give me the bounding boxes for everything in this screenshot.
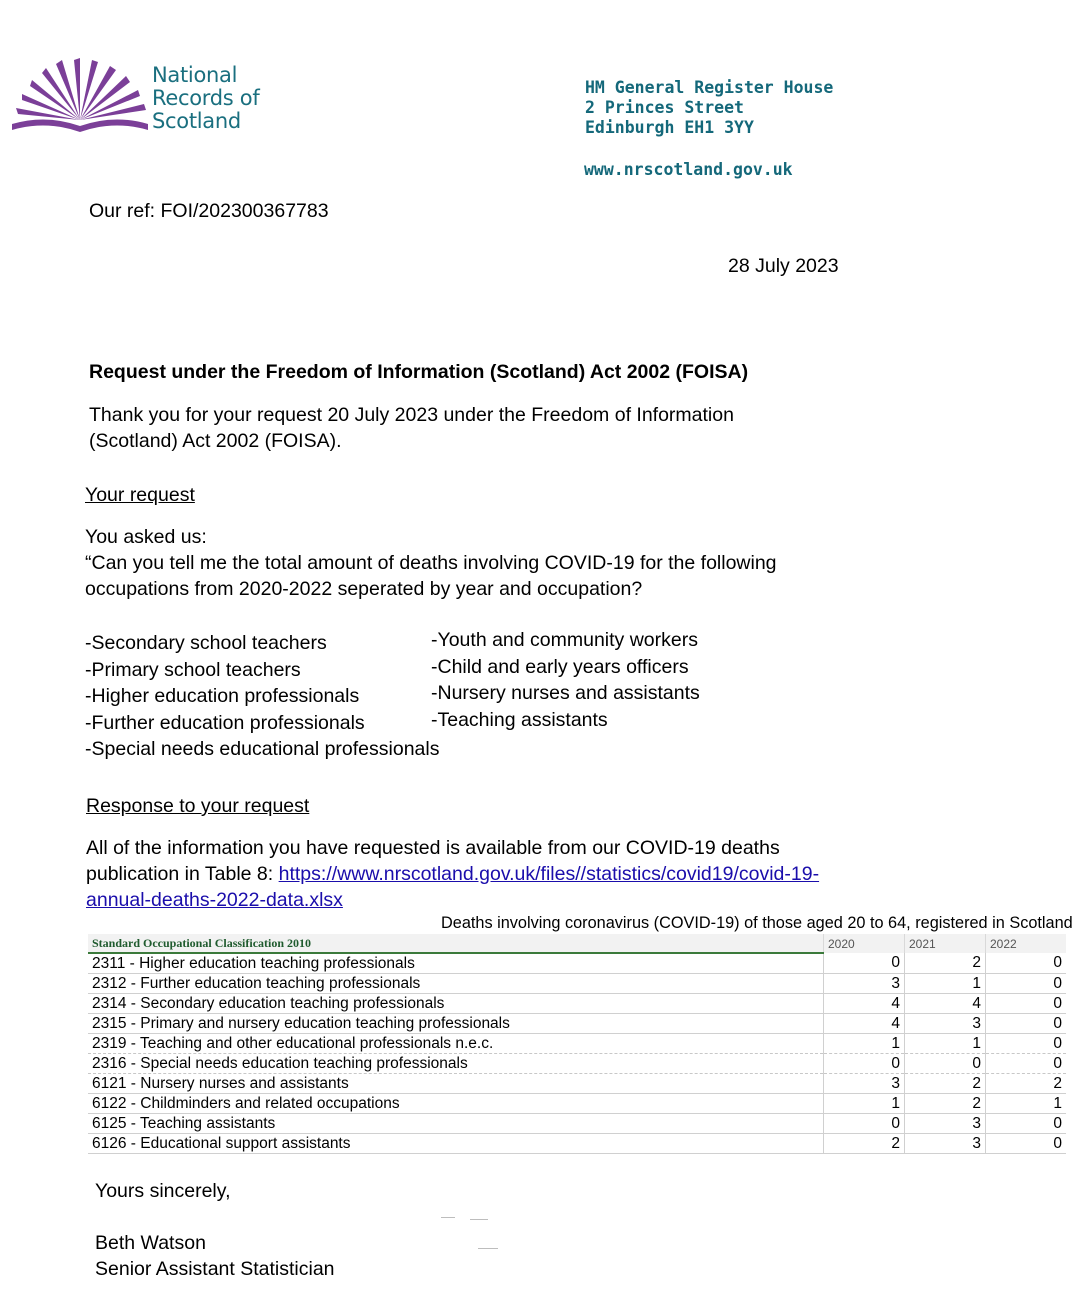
- table-title: Deaths involving coronavirus (COVID-19) of those aged 20 to 64, registered in Scotland: [441, 914, 1073, 932]
- value-cell: 3: [905, 1014, 986, 1034]
- value-cell: 0: [986, 1134, 1067, 1154]
- occupation-list-left: [85, 630, 439, 763]
- list-item: -Primary school teachers: [85, 658, 301, 681]
- occupation-cell: 6126 - Educational support assistants: [88, 1134, 824, 1154]
- occupation-cell: 2319 - Teaching and other educational professionals n.e.c.: [88, 1034, 824, 1054]
- year-column-header: 2020: [824, 934, 905, 953]
- value-cell: 2: [824, 1134, 905, 1154]
- asked-line: You asked us:: [85, 526, 207, 548]
- value-cell: 3: [824, 1074, 905, 1094]
- your-request-heading: Your request: [85, 484, 195, 506]
- list-item: -Youth and community workers: [431, 629, 698, 651]
- value-cell: 0: [905, 1054, 986, 1074]
- list-item: -Higher education professionals: [85, 685, 360, 707]
- org-name: [152, 64, 292, 133]
- list-item: -Teaching assistants: [431, 708, 608, 731]
- occupation-list-right: [431, 627, 700, 733]
- table-row: [88, 1094, 1066, 1114]
- value-cell: 0: [986, 953, 1067, 974]
- table-row: [88, 1014, 1066, 1034]
- value-cell: 1: [824, 1094, 905, 1114]
- address-line: 2 Princes Street: [585, 98, 744, 117]
- data-file-link[interactable]: https://www.nrscotland.gov.uk/files//statistics/covid19/covid-19-annual-deaths-2022-data.xlsx: [86, 863, 820, 911]
- org-name-line: Records of: [152, 86, 260, 110]
- signer-title: Senior Assistant Statistician: [95, 1258, 335, 1280]
- value-cell: 4: [905, 994, 986, 1014]
- value-cell: 0: [986, 994, 1067, 1014]
- occupation-cell: 6125 - Teaching assistants: [88, 1114, 824, 1134]
- value-cell: 2: [905, 953, 986, 974]
- value-cell: 0: [986, 1034, 1067, 1054]
- value-cell: 1: [905, 1034, 986, 1054]
- list-item: -Child and early years officers: [431, 655, 689, 678]
- signer-name: Beth Watson: [95, 1232, 206, 1254]
- closing-text: Yours sincerely,: [95, 1180, 231, 1202]
- value-cell: 1: [824, 1034, 905, 1054]
- website-text: www.nrscotland.gov.uk: [584, 160, 793, 179]
- occupation-cell: 2312 - Further education teaching professionals: [88, 974, 824, 994]
- table-row: [88, 1054, 1066, 1074]
- year-column-header: 2021: [905, 934, 986, 953]
- value-cell: 0: [824, 1054, 905, 1074]
- value-cell: 0: [986, 1054, 1067, 1074]
- value-cell: 0: [986, 1014, 1067, 1034]
- list-item: -Nursery nurses and assistants: [431, 682, 700, 704]
- response-paragraph: [86, 835, 846, 913]
- table-row: [88, 1114, 1066, 1134]
- intro-paragraph: Thank you for your request 20 July 2023 under the Freedom of Information (Scotland) Act 2002 (FOISA).: [89, 404, 734, 452]
- value-cell: 1: [905, 974, 986, 994]
- table-row: [88, 994, 1066, 1014]
- table-header-row: [88, 934, 1066, 953]
- signature-mark: [470, 1219, 488, 1220]
- letter-heading: Request under the Freedom of Information (Scotland) Act 2002 (FOISA): [89, 361, 749, 383]
- value-cell: 0: [824, 1114, 905, 1134]
- occupation-cell: 2316 - Special needs education teaching professionals: [88, 1054, 824, 1074]
- address-block: [585, 78, 833, 138]
- value-cell: 0: [824, 953, 905, 974]
- value-cell: 0: [986, 974, 1067, 994]
- occupation-cell: 2315 - Primary and nursery education teaching professionals: [88, 1014, 824, 1034]
- table-row: [88, 953, 1066, 974]
- list-item: -Further education professionals: [85, 711, 365, 734]
- table-row: [88, 1134, 1066, 1154]
- address-line: Edinburgh EH1 3YY: [585, 118, 754, 137]
- occupation-cell: 6121 - Nursery nurses and assistants: [88, 1074, 824, 1094]
- occupation-cell: 6122 - Childminders and related occupations: [88, 1094, 824, 1114]
- value-cell: 2: [986, 1074, 1067, 1094]
- table-row: [88, 1074, 1066, 1094]
- value-cell: 3: [824, 974, 905, 994]
- value-cell: 3: [905, 1114, 986, 1134]
- org-name-line: National: [152, 63, 238, 87]
- table-body: [88, 953, 1066, 1154]
- response-text: All of the information you have requested is available from our COVID-19 deaths publication in Table 8:: [86, 837, 780, 885]
- address-line: HM General Register House: [585, 78, 834, 97]
- value-cell: 3: [905, 1134, 986, 1154]
- table-row: [88, 974, 1066, 994]
- value-cell: 2: [905, 1074, 986, 1094]
- occupation-column-header: Standard Occupational Classification 2010: [88, 934, 824, 953]
- request-text: [85, 524, 845, 602]
- value-cell: 0: [986, 1114, 1067, 1134]
- letter-date: 28 July 2023: [728, 255, 839, 277]
- value-cell: 4: [824, 994, 905, 1014]
- table-row: [88, 1034, 1066, 1054]
- response-heading: Response to your request: [86, 795, 310, 817]
- value-cell: 2: [905, 1094, 986, 1114]
- value-cell: 4: [824, 1014, 905, 1034]
- org-name-line: Scotland: [152, 109, 241, 133]
- occupation-cell: 2314 - Secondary education teaching professionals: [88, 994, 824, 1014]
- signature-mark: [441, 1217, 455, 1218]
- occupation-cell: 2311 - Higher education teaching professionals: [88, 953, 824, 974]
- list-item: -Secondary school teachers: [85, 632, 327, 654]
- reference-number: Our ref: FOI/202300367783: [89, 200, 329, 222]
- value-cell: 1: [986, 1094, 1067, 1114]
- year-column-header: 2022: [986, 934, 1067, 953]
- question-text: “Can you tell me the total amount of deaths involving COVID-19 for the following occupations from 2020-2022 seperated by year and occupation?: [85, 552, 777, 600]
- signature-mark: [478, 1248, 498, 1249]
- nrs-logo-icon: [10, 58, 150, 138]
- deaths-table: [88, 934, 1066, 1154]
- list-item: -Special needs educational professionals: [85, 738, 440, 760]
